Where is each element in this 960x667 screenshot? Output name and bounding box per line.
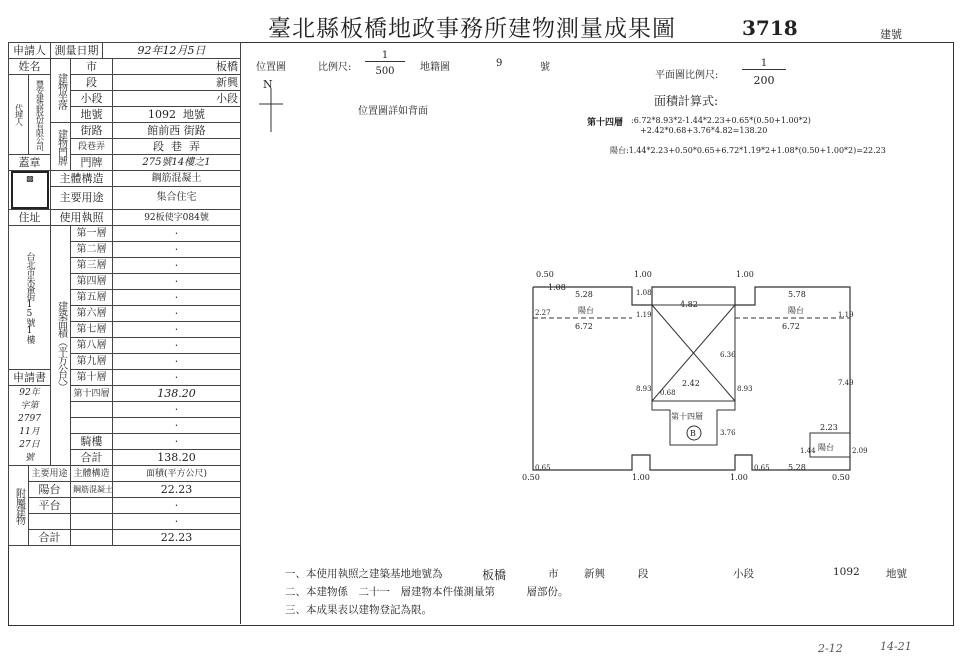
- floor-name: 第十四層: [71, 386, 113, 402]
- permit-label: 使用執照: [51, 210, 113, 226]
- street-value: 館前西 街路: [113, 123, 241, 139]
- map-number-label: 號: [540, 62, 550, 73]
- dim-text: 6.72: [782, 322, 800, 331]
- note-2: 二、本建物係 二十一 層建物本件僅測量第 層部份。: [285, 586, 569, 598]
- note-1: [285, 566, 443, 581]
- dim-text: 2.42: [682, 379, 700, 388]
- unit-label: B: [690, 429, 696, 438]
- floor-value: ·: [113, 258, 241, 274]
- note-1-prefix: 一、本使用執照之建築基地地號為: [285, 568, 443, 580]
- dim-text: 3.76: [720, 429, 736, 437]
- map-sheet-label: 地籍圖: [420, 62, 450, 73]
- dim-text: 8.93: [737, 385, 753, 393]
- application-date: [9, 386, 51, 466]
- survey-date-value: 92年12月5日: [103, 43, 241, 59]
- application-number-label: 號: [24, 452, 34, 463]
- scale-numerator: 1: [365, 50, 405, 62]
- floor-name: 第五層: [71, 290, 113, 306]
- door-label: 建物門牌: [51, 123, 71, 171]
- arcade-value: ·: [113, 434, 241, 450]
- dim-text: 4.82: [680, 300, 698, 309]
- city-label: 市: [71, 59, 113, 75]
- floor-value: ·: [113, 354, 241, 370]
- address-label: 住址: [9, 210, 51, 226]
- annex-area: 22.23: [113, 482, 241, 498]
- north-label: N: [263, 78, 273, 91]
- note-3: 三、本成果表以建物登記為限。: [285, 604, 432, 616]
- footer-mark-left: 2-12: [818, 642, 843, 655]
- parcel-value: 1092 地號: [113, 107, 241, 123]
- floor-label: 第十四層: [671, 412, 703, 421]
- floor-area-label: 建築面積（平方公尺）: [51, 226, 71, 466]
- location-label: 建物坐落: [51, 59, 71, 123]
- seal-box: ▩: [9, 171, 51, 210]
- total-value: 138.20: [113, 450, 241, 466]
- subsection-label: 小段: [71, 91, 113, 107]
- city-value: 板橋: [113, 59, 241, 75]
- dim-text: 1.19: [636, 311, 652, 319]
- footer-mark-right: 14-21: [880, 640, 912, 653]
- note-1-parcel: 1092: [833, 566, 860, 578]
- floor-name: 第一層: [71, 226, 113, 242]
- dim-text: 0.65: [754, 464, 770, 472]
- floor-value: ·: [113, 242, 241, 258]
- calc-balcony: 陽台:1.44*2.23+0.50*0.65+6.72*1.19*2+1.08*(0.50+1.00*2)=22.23: [610, 146, 886, 155]
- floor-value: 138.20: [113, 386, 241, 402]
- use-value: 集合住宅: [113, 187, 241, 210]
- parcel-label: 地號: [71, 107, 113, 123]
- area-calc-title: 面積計算式:: [654, 94, 719, 108]
- note-1-city: 板橋: [482, 568, 507, 582]
- dim-text: 0.50: [522, 473, 540, 482]
- balcony-label: 陽台: [788, 306, 804, 315]
- dim-text: 7.49: [838, 379, 854, 387]
- dim-text: 1.00: [634, 270, 652, 279]
- number-value: 275號14樓之1: [113, 155, 241, 171]
- agent-label: 代理人: [9, 75, 29, 155]
- parcel-number: 1092: [148, 107, 176, 121]
- dim-text: 6.36: [720, 351, 736, 359]
- scale-denominator: 500: [375, 66, 395, 77]
- application-day: 27日: [19, 439, 40, 450]
- floor-name: 第二層: [71, 242, 113, 258]
- structure-value: 鋼筋混凝土: [113, 171, 241, 187]
- floor-name: 第六層: [71, 306, 113, 322]
- scale-label: 比例尺:: [318, 62, 352, 73]
- annex-col-structure: 主體構造: [71, 466, 113, 482]
- dim-text: 2.27: [535, 309, 551, 317]
- floor-value: ·: [113, 338, 241, 354]
- dim-text: 1.00: [730, 473, 748, 482]
- note-1-section: 新興: [584, 568, 605, 580]
- dim-text: 1.44: [800, 447, 816, 455]
- plan-scale-label: 平面圖比例尺:: [655, 70, 719, 81]
- dim-text: 1.00: [632, 473, 650, 482]
- annex-use: [29, 514, 71, 530]
- application-word-number: 2797: [18, 413, 41, 424]
- document-number: 3718: [742, 16, 798, 40]
- annex-use: 陽台: [29, 482, 71, 498]
- floor-plan-diagram: [520, 265, 868, 490]
- application-month: 11月: [19, 426, 40, 437]
- survey-date-label: 測量日期: [51, 43, 103, 59]
- document-title: 臺北縣板橋地政事務所建物測量成果圖: [268, 16, 676, 42]
- floor-name: 第七層: [71, 322, 113, 338]
- floor-name: 第三層: [71, 258, 113, 274]
- note-1-subsection-label: 小段: [733, 568, 754, 580]
- annex-label: 附屬建物: [9, 466, 29, 546]
- floor-name: [71, 402, 113, 418]
- dim-text: 2.23: [820, 423, 838, 432]
- annex-total-structure: [71, 530, 113, 546]
- seal-label: 蓋章: [9, 155, 51, 171]
- use-label: 主要用途: [51, 187, 113, 210]
- dim-text: 2.09: [852, 447, 868, 455]
- annex-total-value: 22.23: [113, 530, 241, 546]
- annex-col-use: 主要用途: [29, 466, 71, 482]
- north-arrow-icon: [256, 88, 286, 134]
- application-word-label: 字第: [20, 400, 39, 411]
- lane-values: 段 巷 弄: [113, 139, 241, 155]
- left-form-panel: [8, 42, 241, 624]
- plan-scale-numerator: 1: [742, 58, 786, 70]
- location-map-label: 位置圖: [256, 62, 286, 73]
- applicant-names: 豐安建設股份有限公司: [29, 75, 51, 155]
- location-note: 位置圖詳如背面: [358, 106, 428, 117]
- subsection-value: 小段: [113, 91, 241, 107]
- dim-text: 5.78: [788, 290, 806, 299]
- annex-area: ·: [113, 498, 241, 514]
- calc-line-2: +2.42*0.68+3.76*4.82=138.20: [640, 126, 768, 135]
- total-label: 合計: [71, 450, 113, 466]
- floor-value: ·: [113, 274, 241, 290]
- street-name: 館前西: [147, 123, 181, 137]
- dim-text: 1.19: [838, 311, 854, 319]
- dim-text: 8.93: [636, 385, 652, 393]
- dim-text: 5.28: [788, 463, 806, 472]
- dim-text: 0.50: [832, 473, 850, 482]
- floor-value: ·: [113, 306, 241, 322]
- floor-name: 第九層: [71, 354, 113, 370]
- name-label: 姓名: [9, 59, 51, 75]
- floor-value: ·: [113, 418, 241, 434]
- section-value: 新興: [113, 75, 241, 91]
- dim-text: 0.65: [535, 464, 551, 472]
- floor-name: 第八層: [71, 338, 113, 354]
- annex-structure: [71, 498, 113, 514]
- calc-floor-label: 第十四層: [587, 118, 624, 128]
- floor-name: 第十層: [71, 370, 113, 386]
- annex-use: 平台: [29, 498, 71, 514]
- note-1-parcel-label: 地號: [886, 568, 907, 580]
- calc-line-1: :6.72*8.93*2-1.44*2.23+0.65*(0.50+1.00*2): [631, 116, 811, 125]
- annex-structure: [71, 514, 113, 530]
- note-1-city-label: 市: [548, 568, 559, 580]
- section-label: 段: [71, 75, 113, 91]
- annex-area: ·: [113, 514, 241, 530]
- floor-value: ·: [113, 322, 241, 338]
- plan-scale-denominator: 200: [753, 74, 775, 87]
- application-label: 申請書: [9, 370, 51, 386]
- dim-text: 0.50: [536, 270, 554, 279]
- number-label: 門牌: [71, 155, 113, 171]
- floor-name: [71, 418, 113, 434]
- dim-text: 0.68: [660, 389, 676, 397]
- note-1-section-label: 段: [638, 568, 649, 580]
- map-sheet-number: 9: [496, 58, 503, 69]
- permit-value: 92板使字084號: [113, 210, 241, 226]
- floor-value: ·: [113, 370, 241, 386]
- dim-text: 6.72: [575, 322, 593, 331]
- balcony-label: 陽台: [818, 443, 834, 452]
- dim-text: 1.08: [548, 283, 566, 292]
- registration-form-table: [8, 42, 241, 546]
- floor-value: ·: [113, 226, 241, 242]
- arcade-label: 騎樓: [71, 434, 113, 450]
- annex-total-label: 合計: [29, 530, 71, 546]
- structure-label: 主體構造: [51, 171, 113, 187]
- annex-col-area: 面積(平方公尺): [113, 466, 241, 482]
- building-number-label: 建號: [880, 28, 902, 41]
- dim-text: 1.00: [736, 270, 754, 279]
- floor-value: ·: [113, 290, 241, 306]
- annex-structure: 鋼筋混凝土: [71, 482, 113, 498]
- dim-text: 1.08: [636, 289, 652, 297]
- balcony-label: 陽台: [578, 306, 594, 315]
- dim-text: 5.28: [575, 290, 593, 299]
- floor-value: ·: [113, 402, 241, 418]
- address-value: 台北市朱崙街15號1樓: [9, 226, 51, 370]
- applicant-label: 申請人: [9, 43, 51, 59]
- corridor-outline: [652, 401, 735, 445]
- application-year: 92年: [19, 387, 40, 398]
- lane-label: 段巷弄: [71, 139, 113, 155]
- floor-name: 第四層: [71, 274, 113, 290]
- street-label: 街路: [71, 123, 113, 139]
